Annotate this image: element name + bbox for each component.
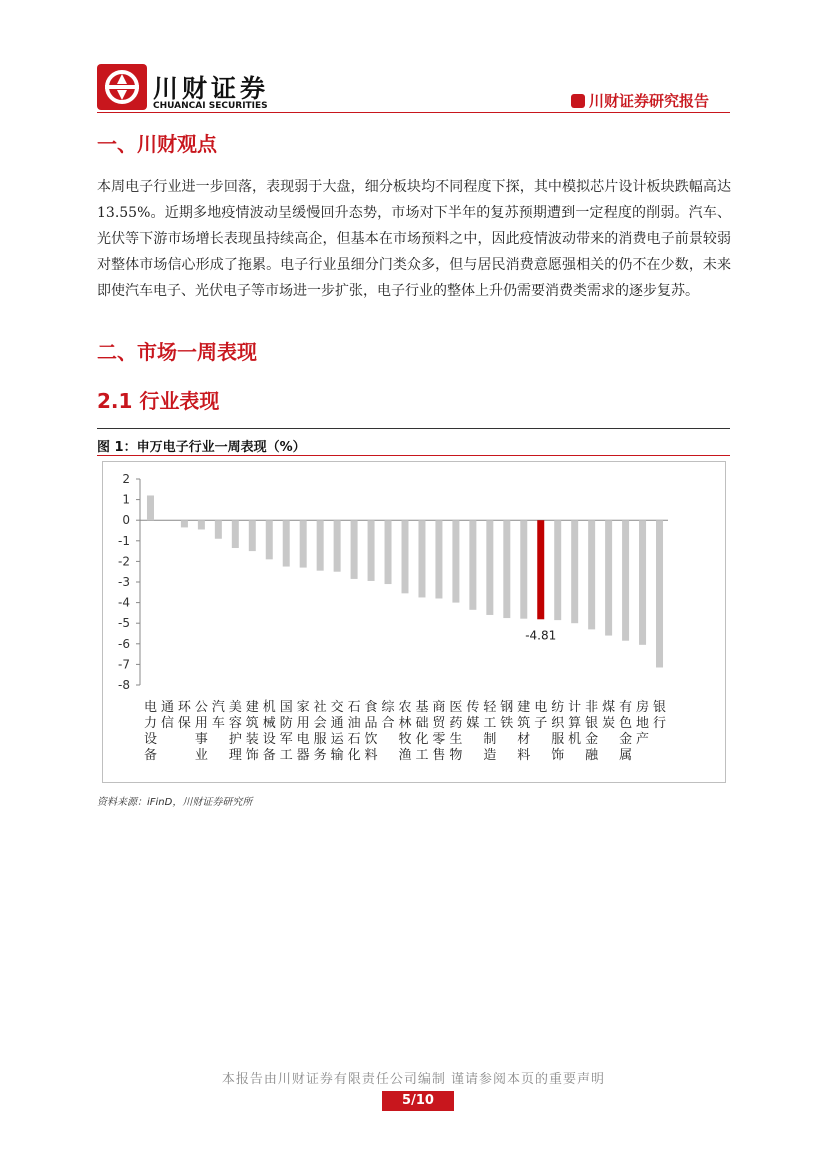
- x-category-label: 钢铁: [500, 700, 514, 731]
- report-tag: [571, 90, 709, 111]
- x-category-label: 房地产: [636, 700, 650, 747]
- x-category-label: 汽车: [211, 700, 225, 731]
- y-tick-label: -8: [118, 678, 130, 692]
- section1-title: 一、川财观点: [97, 132, 217, 156]
- x-category-label: 电子: [534, 700, 548, 731]
- x-category-label: 有色金属: [619, 700, 633, 763]
- x-category-label: 家用电器: [296, 700, 310, 763]
- bar-基础化工: [418, 520, 425, 597]
- x-category-label: 医药生物: [449, 700, 463, 763]
- x-category-label: 公用事业: [194, 700, 208, 763]
- bar-非银金融: [588, 520, 595, 629]
- bar-chart: [102, 461, 726, 783]
- bar-煤炭: [605, 520, 612, 635]
- bar-石油石化: [351, 520, 358, 579]
- x-category-label: 纺织服饰: [551, 700, 565, 763]
- y-tick-label: -4: [118, 595, 130, 610]
- bar-汽车: [215, 520, 222, 539]
- y-tick-label: 1: [122, 492, 130, 507]
- y-tick-label: -3: [118, 575, 130, 589]
- bar-电子: [537, 520, 544, 619]
- x-category-label: 社会服务: [313, 700, 327, 763]
- x-category-label: 银行: [653, 700, 667, 731]
- company-logo-icon: [97, 64, 147, 110]
- bar-建筑装饰: [249, 520, 256, 551]
- report-tag-label: 川财证券研究报告: [589, 92, 710, 110]
- bar-计算机: [571, 520, 578, 623]
- y-tick-label: -7: [118, 657, 130, 672]
- report-tag-icon: [571, 94, 585, 108]
- y-tick-label: 0: [122, 513, 130, 528]
- y-tick-label: -5: [118, 616, 130, 631]
- x-category-label: 煤炭: [602, 700, 616, 731]
- bar-农林牧渔: [402, 520, 409, 593]
- figure-title-rule: [97, 455, 730, 456]
- footer-disclaimer: 本报告由川财证券有限责任公司编制 谨请参阅本页的重要声明: [221, 1072, 606, 1087]
- section1-paragraph: 本周电子行业进一步回落，表现弱于大盘，细分板块均不同程度下探，其中模拟芯片设计板块跌幅高达13.55%。近期多地疫情波动呈缓慢回升态势，市场对下半年的复苏预期遭到一定程度的削弱。汽车、光伏等下游市场增长表现虽持续高企，但基本在市场预料之中，因此疫情波动带来的消费电子前景较弱对整体市场信心形成了拖累。电子行业虽细分门类众多，但与居民消费意愿强相关的仍不在少数，未来即使汽车电子、光伏电子等市场进一步扩张，电子行业的整体上升仍需要消费类需求的逐步复苏。: [97, 179, 731, 299]
- x-category-label: 非银金融: [585, 700, 599, 763]
- bar-公用事业: [198, 520, 205, 529]
- x-category-label: 传媒: [466, 700, 480, 731]
- bar-环保: [181, 520, 188, 527]
- figure-title: 图 1：申万电子行业一周表现（%）: [97, 440, 306, 455]
- y-tick-label: -2: [118, 554, 130, 569]
- x-category-label: 美容护理: [228, 700, 242, 763]
- bar-国防军工: [283, 520, 290, 566]
- bar-钢铁: [503, 520, 510, 618]
- x-category-label: 交通运输: [330, 700, 344, 763]
- x-category-label: 机械设备: [262, 700, 276, 763]
- x-category-label: 综合: [381, 700, 395, 731]
- bar-纺织服饰: [554, 520, 561, 620]
- page-number: 5/10: [382, 1091, 454, 1111]
- x-category-label: 石油石化: [347, 700, 361, 763]
- x-category-label: 农林牧渔: [398, 700, 412, 763]
- x-category-label: 商贸零售: [432, 700, 446, 763]
- y-tick-label: -6: [118, 636, 130, 651]
- bar-电力设备: [147, 495, 154, 520]
- x-category-label: 建筑材料: [517, 700, 531, 763]
- x-category-label: 建筑装饰: [245, 700, 259, 763]
- figure-source: 资料来源：iFinD，川财证券研究所: [97, 797, 253, 808]
- logo-en-text: CHUANCAI SECURITIES: [153, 101, 268, 111]
- y-tick-label: -1: [118, 533, 130, 548]
- header-divider: [97, 112, 730, 113]
- x-category-label: 电力设备: [143, 700, 157, 763]
- bar-家用电器: [300, 520, 307, 567]
- x-category-label: 食品饮料: [364, 700, 378, 763]
- section21-title: 2.1 行业表现: [97, 389, 220, 413]
- bar-社会服务: [317, 520, 324, 570]
- figure-top-rule: [97, 428, 730, 429]
- bar-传媒: [469, 520, 476, 610]
- x-category-label: 计算机: [568, 700, 582, 747]
- bar-房地产: [639, 520, 646, 645]
- bar-建筑材料: [520, 520, 527, 618]
- y-tick-label: 2: [122, 472, 130, 486]
- bar-医药生物: [452, 520, 459, 602]
- bar-有色金属: [622, 520, 629, 641]
- bar-商贸零售: [435, 520, 442, 598]
- x-category-label: 环保: [177, 700, 191, 731]
- bar-食品饮料: [368, 520, 375, 581]
- bar-美容护理: [232, 520, 239, 548]
- bar-交通运输: [334, 520, 341, 572]
- bar-机械设备: [266, 520, 273, 559]
- x-category-label: 通信: [160, 700, 174, 731]
- x-category-label: 国防军工: [279, 700, 293, 763]
- bar-综合: [385, 520, 392, 584]
- x-category-label: 轻工制造: [483, 700, 497, 763]
- highlight-data-label: -4.81: [525, 628, 557, 643]
- section2-title: 二、市场一周表现: [97, 340, 257, 364]
- x-category-label: 基础化工: [415, 700, 429, 763]
- logo-cn-text: 川财证券: [153, 74, 270, 103]
- bar-轻工制造: [486, 520, 493, 615]
- bar-银行: [656, 520, 663, 667]
